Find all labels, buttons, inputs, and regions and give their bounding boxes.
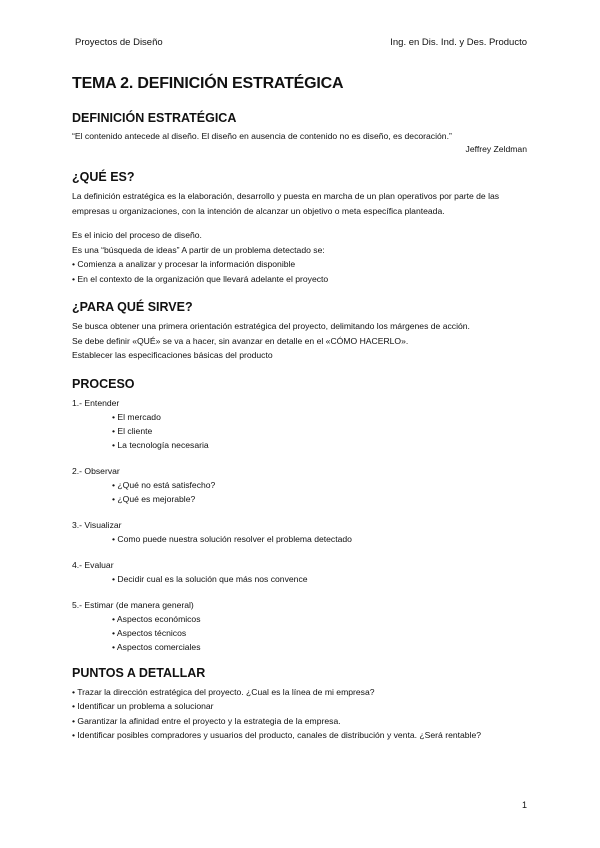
section-puntos [72, 666, 527, 743]
process-step [72, 464, 527, 506]
quote-author: Jeffrey Zeldman [465, 144, 527, 154]
step-title: 5.- Estimar (de manera general) [72, 599, 194, 610]
heading-para-que: ¿PARA QUÉ SIRVE? [72, 300, 193, 314]
puntos-item: • Identificar un problema a solucionar [72, 701, 214, 711]
para-que-line-1: Se busca obtener una primera orientación estratégica del proyecto, delimitando los márgenes de acción. [72, 321, 470, 331]
process-step [72, 598, 527, 654]
process-step [72, 518, 527, 546]
para-que-line-2: Se debe definir «QUÉ» se va a hacer, sin avanzar en detalle en el «CÓMO HACERLO». [72, 335, 409, 346]
step-title: 3.- Visualizar [72, 519, 122, 530]
document-body [72, 75, 527, 743]
section-proceso [72, 377, 527, 654]
heading-puntos: PUNTOS A DETALLAR [72, 665, 206, 680]
puntos-item: • Garantizar la afinidad entre el proyecto y la estrategia de la empresa. [72, 715, 341, 726]
process-step [72, 396, 527, 452]
heading-definicion: DEFINICIÓN ESTRATÉGICA [72, 111, 237, 125]
page-title: TEMA 2. DEFINICIÓN ESTRATÉGICA [72, 75, 344, 92]
step-item: • El cliente [112, 425, 153, 436]
step-item: • Como puede nuestra solución resolver el problema detectado [112, 533, 352, 544]
para-que-line-3: Establecer las especificaciones básicas del producto [72, 350, 273, 360]
que-es-line-2: Es una “búsqueda de ideas” A partir de un problema detectado se: [72, 244, 325, 255]
step-item: • Aspectos comerciales [112, 641, 201, 652]
heading-que-es: ¿QUÉ ES? [72, 170, 135, 184]
section-que-es [72, 170, 527, 286]
step-item: • ¿Qué no está satisfecho? [112, 479, 216, 490]
heading-proceso: PROCESO [72, 376, 135, 391]
header-degree: Ing. en Dis. Ind. y Des. Producto [390, 37, 527, 48]
puntos-item: • Trazar la dirección estratégica del proyecto. ¿Cual es la línea de mi empresa? [72, 686, 375, 697]
step-item: • ¿Qué es mejorable? [112, 493, 196, 504]
puntos-item: • Identificar posibles compradores y usuarios del producto, canales de distribución y venta. ¿Será rentable? [72, 730, 482, 740]
step-item: • La tecnología necesaria [112, 439, 209, 450]
que-es-paragraph: La definición estratégica es la elaboración, desarrollo y puesta en marcha de un plan operativos por parte de las empresas u organizaciones, con la intención de alcanzar un objetivo o meta específica planteada. [72, 191, 500, 216]
step-title: 2.- Observar [72, 465, 120, 476]
step-item: • El mercado [112, 411, 161, 422]
header-course: Proyectos de Diseño [75, 37, 163, 48]
que-es-bullet-1: • Comienza a analizar y procesar la información disponible [72, 259, 296, 269]
que-es-line-1: Es el inicio del proceso de diseño. [72, 230, 202, 240]
que-es-bullet-2: • En el contexto de la organización que llevará adelante el proyecto [72, 273, 329, 284]
process-step [72, 558, 527, 586]
section-para-que [72, 300, 527, 363]
step-title: 1.- Entender [72, 397, 120, 408]
step-item: • Aspectos económicos [112, 613, 201, 624]
quote: “El contenido antecede al diseño. El diseño en ausencia de contenido no es diseño, es decoración.” [72, 131, 452, 141]
step-title: 4.- Evaluar [72, 559, 114, 570]
step-item: • Decidir cual es la solución que más nos convence [112, 573, 308, 584]
page-number: 1 [521, 800, 527, 810]
step-item: • Aspectos técnicos [112, 627, 187, 638]
